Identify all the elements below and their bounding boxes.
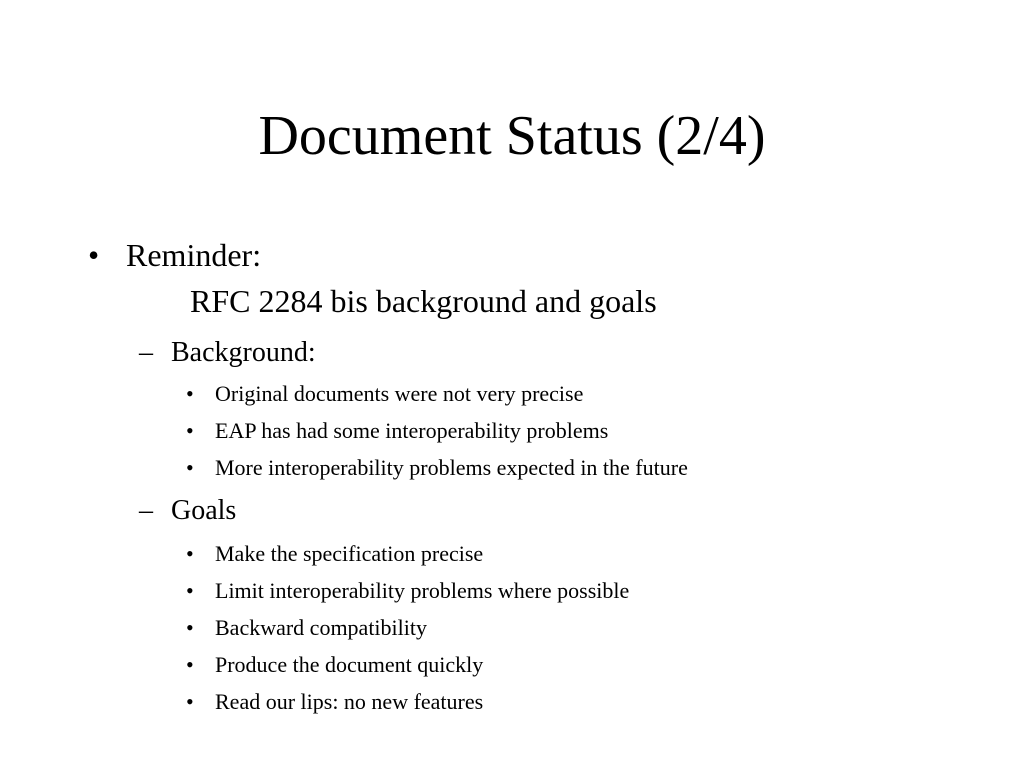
list-item-text: Original documents were not very precise bbox=[215, 381, 584, 406]
list-item-text: Limit interoperability problems where possible bbox=[215, 578, 630, 603]
list-item-text: Produce the document quickly bbox=[215, 652, 484, 677]
bullet-dot: • bbox=[186, 578, 194, 603]
list-item-text: Make the specification precise bbox=[215, 541, 484, 566]
reminder-label: Reminder: bbox=[126, 237, 262, 273]
list-item-text: Read our lips: no new features bbox=[215, 689, 484, 714]
list-item-text: More interoperability problems expected in the future bbox=[215, 455, 688, 480]
list-item-text: EAP has had some interoperability problems bbox=[215, 418, 609, 443]
reminder-continuation: RFC 2284 bis background and goals bbox=[190, 283, 657, 319]
dash-bullet: – bbox=[139, 495, 153, 526]
bullet-dot: • bbox=[186, 381, 194, 406]
dash-bullet: – bbox=[139, 337, 153, 368]
bullet-dot: • bbox=[186, 541, 194, 566]
bullet-dot: • bbox=[88, 237, 100, 273]
slide-title: Document Status (2/4) bbox=[258, 105, 766, 167]
bullet-dot: • bbox=[186, 418, 194, 443]
bullet-dot: • bbox=[186, 652, 194, 677]
goals-label: Goals bbox=[171, 495, 237, 526]
bullet-dot: • bbox=[186, 455, 194, 480]
background-label: Background: bbox=[171, 337, 316, 368]
bullet-dot: • bbox=[186, 615, 194, 640]
list-item-text: Backward compatibility bbox=[215, 615, 427, 640]
bullet-dot: • bbox=[186, 689, 194, 714]
